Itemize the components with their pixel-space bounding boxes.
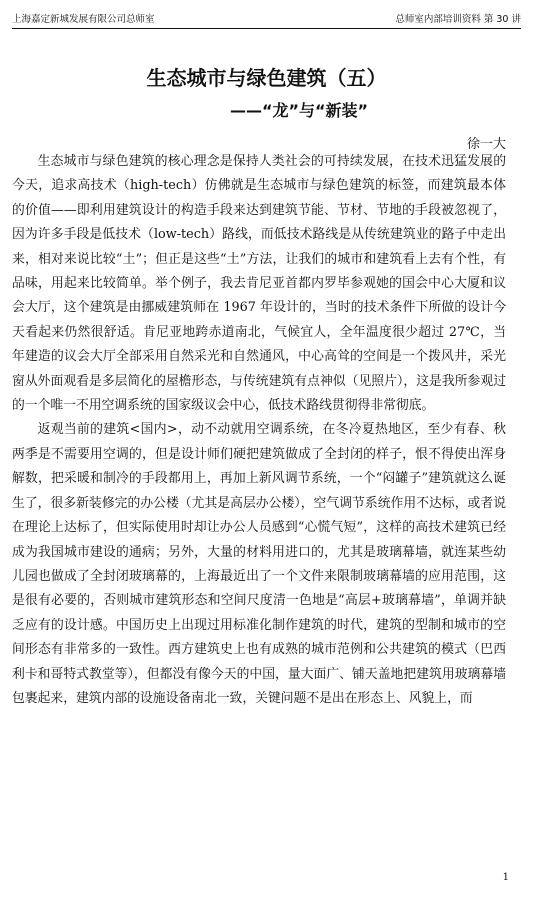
page-header (12, 11, 521, 27)
author-name: 徐一大 (466, 137, 506, 152)
document-subtitle: ——“龙”与“新装” (230, 101, 369, 120)
body-paragraph: 生态城市与绿色建筑的核心理念是保持人类社会的可持续发展，在技术迅猛发展的今天，追求高技术（high-tech）仿佛就是生态城市与绿色建筑的标签，而建筑最本体的价值——即利用建筑设计的构造手段来达到建筑节能、节材、节地的手段被忽视了，因为许多手段是低技术（low-tech）路线，而低技术路线是从传统建筑业的路子中走出来，相对来说比较“土”；但正是这些“土”方法，让我们的城市和建筑看上去有个性，有品味，用起来比较简单。举个例子，我去肯尼亚首都内罗毕参观她的国会中心大厦和议会大厅，这个建筑是由挪威建筑师在 1967 年设计的，当时的技术条件下所做的设计今天看起来仍然很舒适。肯尼亚地跨赤道南北，气候宜人，全年温度很少超过 27℃，当年建造的议会大厅全部采用自然采光和自然通风，中心高耸的空间是一个拨风井，采光窗从外面观看是多层简化的屋檐形态，与传统建筑有点神似（见照片），这是我所参观过的一个唯一不用空调系统的国家级议会中心，低技术路线贯彻得非常彻底。 (12, 154, 506, 414)
document-title: 生态城市与绿色建筑（五） (146, 66, 387, 90)
header-rule (12, 28, 521, 29)
body-paragraph: 返观当前的建筑<国内>，动不动就用空调系统，在冬冷夏热地区，至少有春、秋两季是不需要用空调的，但是设计师们硬把建筑做成了全封闭的样子，恨不得使出浑身解数，把采暖和制冷的手段都用上，再加上新风调节系统，一个“闷罐子”建筑就这么诞生了，很多新装修完的办公楼（尤其是高层办公楼），空气调节系统作用不达标，或者说在理论上达标了，但实际使用时却让办公人员感到“心慌气短”，这样的高技术建筑已经成为我国城市建设的通病；另外，大量的材料用进口的，尤其是玻璃幕墙，就连某些幼儿园也做成了全封闭玻璃幕的，上海最近出了一个文件来限制玻璃幕墙的应用范围，这是很有必要的，否则城市建筑形态和空间尺度清一色地是“高层+玻璃幕墙”，单调并缺乏应有的设计感。中国历史上出现过用标准化制作建筑的时代，建筑的型制和城市的空间形态有非常多的一致性。西方建筑史上也有成熟的城市范例和公共建筑的模式（巴西利卡和哥特式教堂等），但都没有像今天的中国，量大面广、铺天盖地把建筑用玻璃幕墙包裹起来，建筑内部的设施设备南北一致，关键问题不是出在形态上、风貌上，而 (12, 422, 506, 706)
header-lecture-info: 总师室内部培训资料 第 30 讲 (395, 14, 521, 25)
header-organization: 上海嘉定新城发展有限公司总师室 (12, 14, 155, 25)
document-body (12, 150, 506, 711)
page-number: 1 (502, 872, 509, 883)
